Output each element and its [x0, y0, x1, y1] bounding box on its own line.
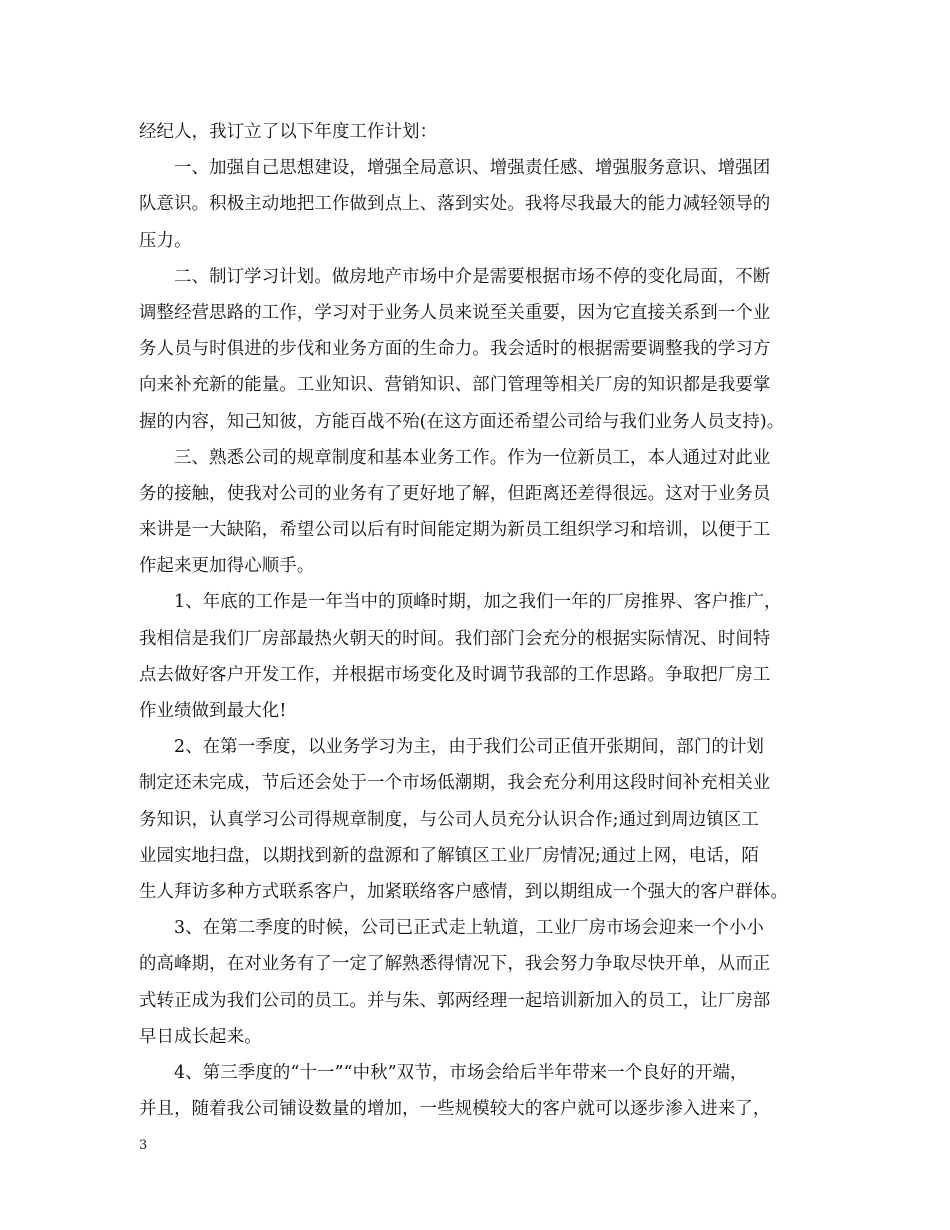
paragraph-line: 并且，随着我公司铺设数量的增加，一些规模较大的客户就可以逐步渗入进来了，: [139, 1099, 771, 1120]
paragraph-line: 点去做好客户开发工作，并根据市场变化及时调节我部的工作思路。争取把厂房工: [139, 664, 771, 685]
paragraph-line: 务知识，认真学习公司得规章制度，与公司人员充分认识合作;通过到周边镇区工: [139, 809, 759, 830]
paragraph-first-line: 三、熟悉公司的规章制度和基本业务工作。作为一位新员工，本人通过对此业: [174, 447, 771, 468]
paragraph-line: 我相信是我们厂房部最热火朝天的时间。我们部门会充分的根据实际情况、时间特: [139, 628, 771, 649]
paragraph-line: 作业绩做到最大化!: [139, 701, 287, 721]
paragraph-line: 式转正成为我们公司的员工。并与朱、郭两经理一起培训新加入的员工，让厂房部: [139, 990, 771, 1011]
paragraph-line: 业园实地扫盘，以期找到新的盘源和了解镇区工业厂房情况;通过上网，电话，陌: [139, 845, 759, 866]
paragraph-line: 向来补充新的能量。工业知识、营销知识、部门管理等相关厂房的知识都是我要掌: [139, 375, 771, 396]
paragraph-line: 作起来更加得心顺手。: [139, 556, 315, 577]
paragraph-first-line: 一、加强自己思想建设，增强全局意识、增强责任感、增强服务意识、增强团: [174, 158, 771, 179]
paragraph-line: 早日成长起来。: [139, 1026, 262, 1047]
paragraph-line: 握的内容，知己知彼，方能百战不殆(在这方面还希望公司给与我们业务人员支持)。: [139, 411, 785, 432]
paragraph-line: 压力。: [139, 230, 192, 251]
paragraph-line: 经纪人，我订立了以下年度工作计划：: [139, 122, 438, 142]
paragraph-line: 务人员与时俱进的步伐和业务方面的生命力。我会适时的根据需要调整我的学习方: [139, 339, 771, 360]
page-number: 3: [139, 1138, 148, 1153]
paragraph-first-line: 4、第三季度的“十一”“中秋”双节，市场会给后半年带来一个良好的开端，: [174, 1062, 748, 1083]
paragraph-line: 的高峰期，在对业务有了一定了解熟悉得情况下，我会努力争取尽快开单，从而正: [139, 954, 771, 975]
paragraph-line: 调整经营思路的工作，学习对于业务人员来说至关重要，因为它直接关系到一个业: [139, 302, 771, 323]
paragraph-line: 来讲是一大缺陷，希望公司以后有时间能定期为新员工组织学习和培训，以便于工: [139, 520, 771, 541]
paragraph-first-line: 二、制订学习计划。做房地产市场中介是需要根据市场不停的变化局面，不断: [174, 266, 771, 287]
paragraph-first-line: 1、年底的工作是一年当中的顶峰时期，加之我们一年的厂房推界、客户推广，: [174, 592, 782, 613]
paragraph-line: 务的接触，使我对公司的业务有了更好地了解，但距离还差得很远。这对于业务员: [139, 483, 771, 504]
paragraph-first-line: 3、在第二季度的时候，公司已正式走上轨道，工业厂房市场会迎来一个小小: [174, 918, 765, 939]
paragraph-first-line: 2、在第一季度，以业务学习为主，由于我们公司正值开张期间，部门的计划: [174, 737, 765, 758]
document-body: [139, 114, 821, 1127]
paragraph-line: 制定还未完成，节后还会处于一个市场低潮期，我会充分利用这段时间补充相关业: [139, 773, 771, 794]
paragraph-line: 生人拜访多种方式联系客户，加紧联络客户感情，到以期组成一个强大的客户群体。: [139, 881, 789, 902]
paragraph-line: 队意识。积极主动地把工作做到点上、落到实处。我将尽我最大的能力减轻领导的: [139, 194, 771, 215]
